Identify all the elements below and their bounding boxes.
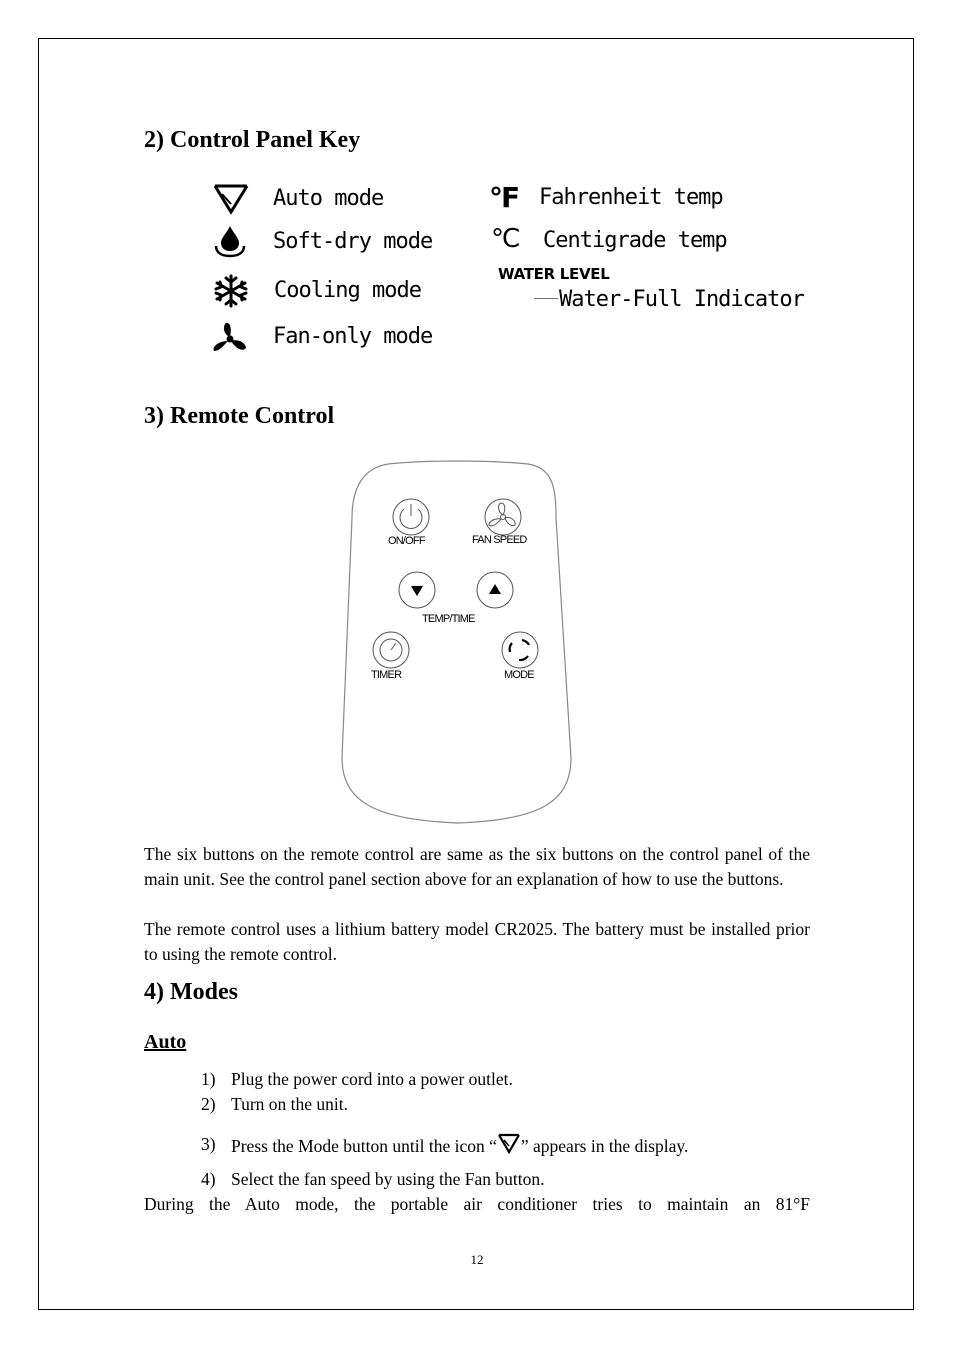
list-item <box>201 1092 349 1117</box>
indicator-dash <box>534 298 558 299</box>
step-text-after: ” appears in the display. <box>520 1136 689 1156</box>
power-icon[interactable] <box>390 496 432 538</box>
timer-icon[interactable] <box>371 630 411 670</box>
step-text: Select the fan speed by using the Fan button. <box>231 1169 545 1189</box>
step-number: 4) <box>201 1169 216 1189</box>
list-item <box>201 1067 513 1092</box>
mode-icon[interactable] <box>500 630 540 670</box>
timer-label: TIMER <box>371 669 402 681</box>
centigrade-label: Centigrade temp <box>543 228 727 253</box>
section-title-control-panel-key: 2) Control Panel Key <box>144 127 361 153</box>
fahrenheit-label: Fahrenheit temp <box>539 185 723 210</box>
section-title-modes: 4) Modes <box>144 979 238 1005</box>
fan-speed-label: FAN SPEED <box>472 534 527 546</box>
cooling-icon <box>213 274 249 308</box>
centigrade-symbol: °C <box>491 224 519 254</box>
down-arrow-icon[interactable] <box>397 570 437 610</box>
temp-time-label: TEMP/TIME <box>422 613 475 625</box>
cooling-label: Cooling mode <box>274 278 421 303</box>
remote-control-illustration <box>338 458 578 828</box>
auto-description: During the Auto mode, the portable air conditioner tries to maintain an 81°F <box>144 1194 810 1214</box>
step-text: Turn on the unit. <box>231 1094 349 1114</box>
on-off-label: ON/OFF <box>388 535 425 547</box>
step-text: Plug the power cord into a power outlet. <box>231 1069 513 1089</box>
soft-dry-icon <box>212 224 248 258</box>
step-text-before: Press the Mode button until the icon “ <box>231 1136 497 1156</box>
step-number: 3) <box>201 1134 216 1154</box>
step-number: 1) <box>201 1069 216 1089</box>
auto-mode-label: Auto mode <box>273 186 384 211</box>
fan-only-label: Fan-only mode <box>273 324 433 349</box>
soft-dry-label: Soft-dry mode <box>273 229 433 254</box>
auto-mode-icon <box>497 1132 521 1154</box>
water-full-label: Water-Full Indicator <box>559 287 804 312</box>
fan-icon <box>212 321 248 353</box>
step-number: 2) <box>201 1094 216 1114</box>
list-item <box>201 1167 545 1192</box>
auto-heading: Auto <box>144 1031 187 1053</box>
page-number: 12 <box>470 1252 484 1267</box>
paragraph-buttons: The six buttons on the remote control are same as the six buttons on the control panel of the main unit. See the control panel section above for an explanation of how to use the buttons. <box>144 844 810 889</box>
water-level-label: WATER LEVEL <box>498 265 610 283</box>
paragraph-battery: The remote control uses a lithium battery model CR2025. The battery must be installed prior to using the remote control. <box>144 919 810 964</box>
fahrenheit-symbol: °F <box>489 181 519 214</box>
list-item <box>201 1132 689 1157</box>
section-title-remote-control: 3) Remote Control <box>144 403 335 429</box>
mode-label: MODE <box>504 669 534 681</box>
up-arrow-icon[interactable] <box>475 570 515 610</box>
fan-speed-icon[interactable] <box>482 496 524 538</box>
auto-mode-icon <box>212 182 250 216</box>
